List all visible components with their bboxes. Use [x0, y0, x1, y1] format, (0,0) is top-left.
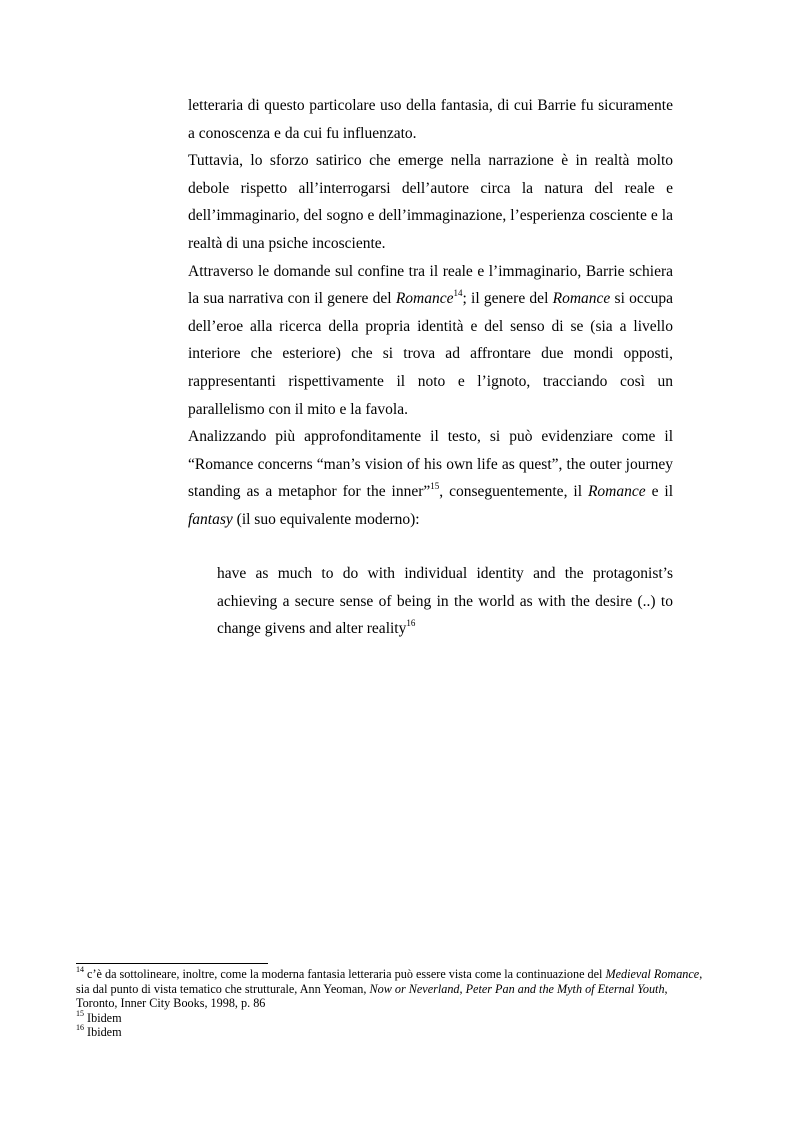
body-text — [188, 92, 673, 534]
text-run: Attraverso le domande sul confine tra il reale e l’immaginario, Barrie schiera la sua narrativa con il genere del — [188, 262, 673, 308]
text-run: Ibidem — [84, 1010, 122, 1025]
footnote-ref: 15 — [430, 481, 440, 492]
text-run: Tuttavia, lo sforzo satirico che emerge nella narrazione è in realtà molto debole rispetto all’interrogarsi dell’autore circa la natura del reale e dell’immaginario, del sogno e dell’immaginazione, l’esperienza cosciente e la realtà di una psiche incosciente. — [188, 152, 673, 252]
italic-text: Now or Neverland, Peter Pan and the Myth of Eternal Youth — [369, 981, 665, 996]
text-run: have as much to do with individual identity and the protagonist’s achieving a secure sense of being in the world as with the desire (..) to change givens and alter reality — [217, 565, 673, 638]
paragraph — [188, 258, 673, 424]
footnote-ref: 15 — [76, 1008, 84, 1018]
text-run: c’è da sottolineare, inoltre, come la moderna fantasia letteraria può essere vista come la continuazione del — [84, 967, 606, 981]
footnote-ref: 14 — [76, 964, 84, 974]
text-run: ; il genere del — [462, 290, 553, 308]
text-run: letteraria di questo particolare uso della fantasia, di cui Barrie fu sicuramente a conoscenza e da cui fu influenzato. — [188, 97, 673, 142]
paragraph — [188, 147, 673, 257]
text-run: si occupa dell’eroe alla ricerca della propria identità e del senso di se (sia a livello interiore che esteriore) che si trova ad affrontare due mondi opposti, rappresentanti rispettivamente il noto e l’ignoto, tracciando così un parallelismo con il mito e la favola. — [188, 290, 674, 418]
text-run: (il suo equivalente moderno): — [232, 510, 420, 528]
text-run: , conseguentemente, il — [439, 483, 588, 501]
paragraph — [188, 92, 673, 147]
footnotes — [76, 964, 706, 1040]
italic-text: Romance — [395, 290, 454, 308]
footnote-ref: 14 — [453, 288, 463, 298]
footnote-ref: 16 — [76, 1023, 84, 1033]
footnote — [76, 964, 706, 1011]
text-run: , Toronto, Inner City Books, 1998, p. 86 — [76, 981, 668, 1011]
footnote-separator — [76, 963, 268, 964]
italic-text: Romance — [552, 290, 611, 308]
text-run: e il — [645, 483, 674, 501]
italic-text: fantasy — [188, 510, 233, 528]
block-quote — [217, 560, 673, 643]
footnote — [76, 1025, 706, 1040]
text-run: , sia dal punto di vista tematico che strutturale, Ann Yeoman, — [76, 967, 703, 996]
italic-text: Medieval Romance — [605, 967, 700, 981]
italic-text: Romance — [587, 483, 646, 501]
paragraph — [188, 423, 673, 533]
text-run: Ibidem — [84, 1025, 122, 1040]
text-run: Analizzando più approfonditamente il testo, si può evidenziare come il “Romance concerns “man’s vision of his own life as quest”, the outer journey standing as a metaphor for the inner” — [188, 428, 673, 501]
footnote — [76, 1008, 706, 1026]
footnote-ref: 16 — [406, 618, 416, 629]
